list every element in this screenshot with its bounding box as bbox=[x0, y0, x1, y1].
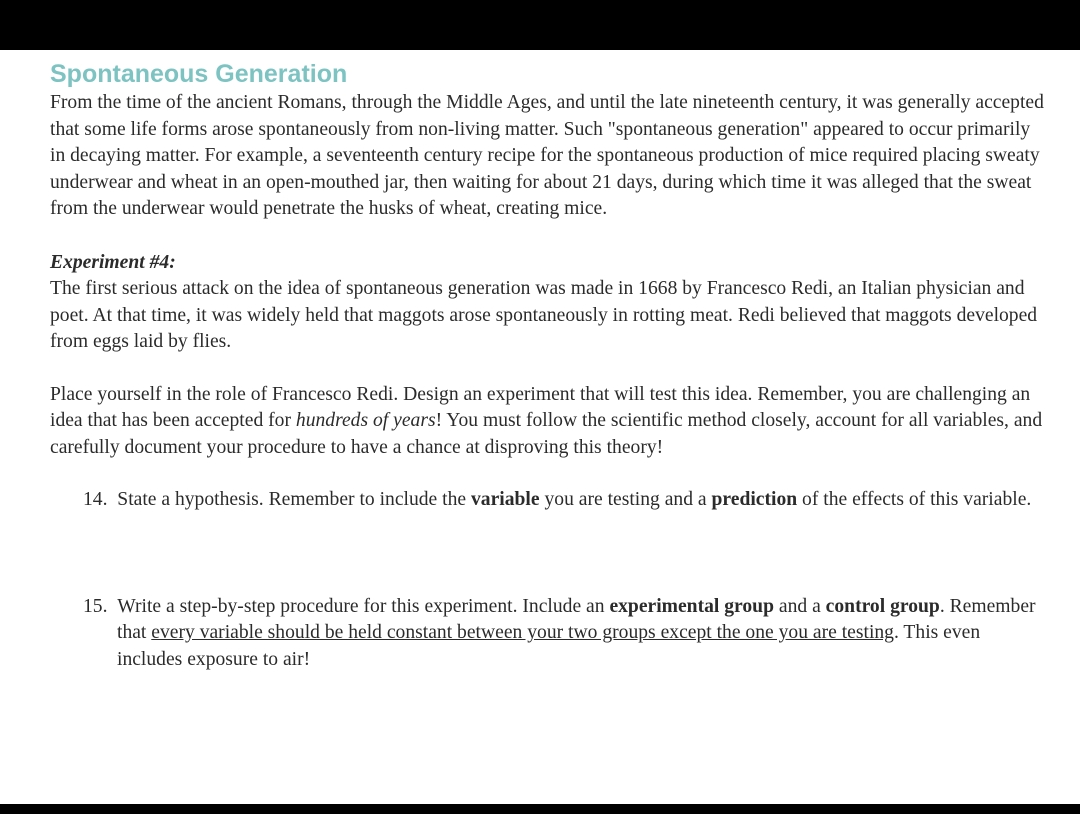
instruction-emphasis: hundreds of years bbox=[295, 410, 436, 431]
question-text: you are testing and a bbox=[539, 489, 712, 510]
top-black-bar bbox=[0, 0, 1080, 50]
question-text: . Remember that bbox=[117, 595, 1036, 643]
question-bold: prediction bbox=[711, 489, 798, 510]
question-bold: experimental group bbox=[609, 595, 774, 617]
instruction-text-before: Place yourself in the role of Francesco Redi. Design an experiment that will test this idea. Remember, you are challenging an idea that has been accepted for bbox=[50, 383, 1031, 431]
question-text: and a bbox=[773, 595, 826, 617]
question-text: of the effects of this variable. bbox=[797, 489, 1032, 510]
question-number: 15. bbox=[83, 595, 108, 617]
question-14 bbox=[83, 487, 1050, 514]
experiment-paragraph: The first serious attack on the idea of spontaneous generation was made in 1668 by Francesco Redi, an Italian physician and poet. At that time, it was widely held that maggots arose spontaneously in rotting meat. Redi believed that maggots developed from eggs laid by flies. bbox=[50, 278, 1038, 352]
question-bold: control group bbox=[825, 595, 940, 617]
question-text: State a hypothesis. Remember to include the bbox=[117, 489, 471, 510]
question-text: Write a step-by-step procedure for this experiment. Include an bbox=[117, 595, 610, 617]
instruction-paragraph bbox=[50, 382, 1050, 462]
bottom-black-bar bbox=[0, 804, 1080, 814]
experiment-label: Experiment #4: bbox=[50, 251, 176, 273]
question-number: 14. bbox=[83, 489, 108, 510]
question-text: . This even includes exposure to air! bbox=[117, 622, 981, 670]
document-page bbox=[50, 58, 1050, 673]
intro-paragraph: From the time of the ancient Romans, through the Middle Ages, and until the late nineteenth century, it was generally accepted that some life forms arose spontaneously from non-living matter. Such "spontaneous generation" appeared to occur primarily in decaying matter. For example, a seventeenth century recipe for the spontaneous production of mice required placing sweaty underwear and wheat in an open-mouthed jar, then waiting for about 21 days, during which time it was alleged that the sweat from the underwear would penetrate the husks of wheat, creating mice. bbox=[50, 92, 1044, 219]
question-bold: variable bbox=[471, 489, 540, 510]
page-title: Spontaneous Generation bbox=[50, 60, 348, 88]
question-underlined: every variable should be held constant between your two groups except the one you are testing bbox=[151, 622, 894, 643]
instruction-text-after: ! You must follow the scientific method closely, account for all variables, and carefully document your procedure to have a chance at disproving this theory! bbox=[50, 410, 1043, 458]
question-15 bbox=[83, 594, 1050, 674]
